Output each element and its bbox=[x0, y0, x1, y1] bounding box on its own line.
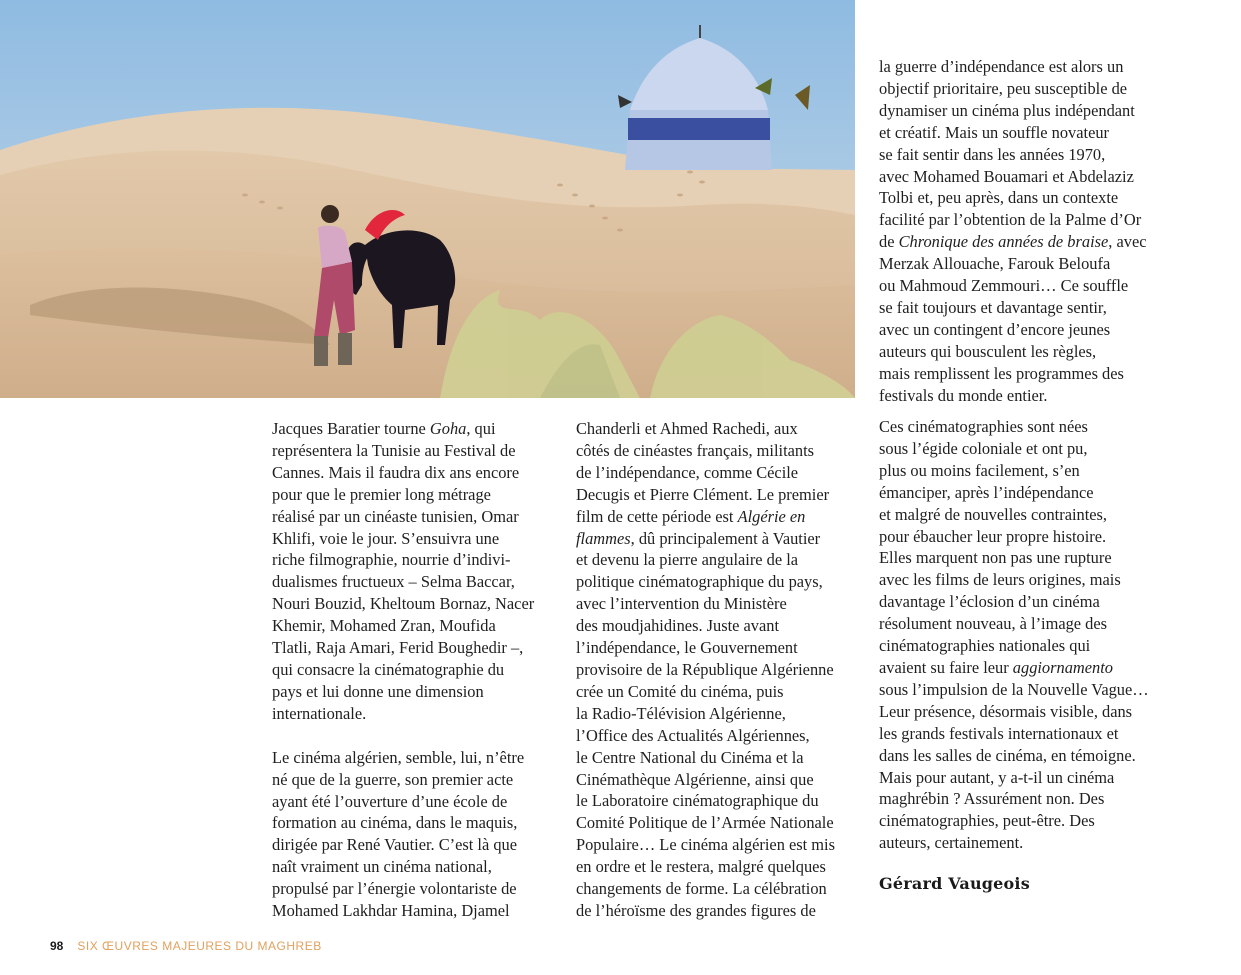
text-line: Tlatli, Raja Amari, Ferid Boughedir –, bbox=[272, 638, 524, 658]
text-line: se fait sentir dans les années 1970, bbox=[879, 144, 1106, 164]
text-line: plus ou moins facilement, s’en bbox=[879, 460, 1080, 480]
text-line: cinématographies, peut-être. Des bbox=[879, 811, 1095, 831]
text-line: des moudjahidines. Juste avant bbox=[576, 616, 780, 636]
film-title: aggiornamento bbox=[1012, 657, 1113, 677]
text-line: la Radio-Télévision Algérienne, bbox=[576, 703, 786, 723]
text-line: riche filmographie, nourrie d’indivi- bbox=[272, 550, 511, 570]
text-line: ou Mahmoud Zemmouri… Ce souffle bbox=[879, 276, 1129, 296]
text-line: dans les salles de cinéma, en témoigne. bbox=[879, 745, 1136, 765]
text-line: Chanderli et Ahmed Rachedi, aux bbox=[576, 419, 798, 438]
text-line: avec les films de leurs origines, mais bbox=[879, 570, 1121, 590]
text-line: Le cinéma algérien, semble, lui, n’être bbox=[272, 747, 525, 767]
text-line: de l’héroïsme des grandes figures de bbox=[576, 900, 816, 920]
text-line: film de cette période est Algérie en bbox=[576, 506, 806, 526]
body-column-2 bbox=[576, 418, 861, 922]
text-line: changements de forme. La célébration bbox=[576, 879, 827, 899]
text-line: et malgré de nouvelles contraintes, bbox=[879, 504, 1108, 524]
text-line: auteurs, certainement. bbox=[879, 833, 1024, 853]
text-line: Cannes. Mais il faudra dix ans encore bbox=[272, 462, 520, 482]
text-line: Elles marquent non pas une rupture bbox=[879, 548, 1112, 568]
text-line: la guerre d’indépendance est alors un bbox=[879, 57, 1124, 76]
text-line: flammes, dû principalement à Vautier bbox=[576, 528, 821, 548]
text-line: dirigée par René Vautier. C’est là que bbox=[272, 835, 518, 855]
text-line: Mohamed Lakhdar Hamina, Djamel bbox=[272, 901, 510, 921]
page-number: 98 bbox=[50, 939, 64, 953]
text-line: propulsé par l’énergie volontariste de bbox=[272, 879, 517, 899]
text-line: ayant été l’ouverture d’une école de bbox=[272, 791, 508, 811]
text-line: pour que le premier long métrage bbox=[272, 484, 491, 504]
text-line: Populaire… Le cinéma algérien est mis bbox=[576, 835, 835, 855]
text-line: dynamiser un cinéma plus indépendant bbox=[879, 100, 1135, 120]
text-line: émanciper, après l’indépendance bbox=[879, 482, 1094, 502]
text-line: Khemir, Mohamed Zran, Moufida bbox=[272, 616, 496, 636]
paragraph bbox=[576, 418, 861, 922]
paragraph bbox=[272, 418, 557, 725]
text-line: Leur présence, désormais visible, dans bbox=[879, 701, 1133, 721]
text-line: festivals du monde entier. bbox=[879, 385, 1048, 405]
text-line: objectif prioritaire, peu susceptible de bbox=[879, 78, 1128, 98]
running-title: SIX ŒUVRES MAJEURES DU MAGHREB bbox=[77, 939, 322, 953]
paragraph bbox=[879, 56, 1179, 407]
text-line: avec un contingent d’encore jeunes bbox=[879, 319, 1111, 339]
text-line: représentera la Tunisie au Festival de bbox=[272, 440, 516, 460]
film-title: Algérie en bbox=[737, 506, 806, 526]
text-line: provisoire de la République Algérienne bbox=[576, 659, 834, 679]
text-line: Nouri Bouzid, Kheltoum Bornaz, Nacer bbox=[272, 594, 535, 614]
text-line: Decugis et Pierre Clément. Le premier bbox=[576, 484, 830, 504]
text-line: Comité Politique de l’Armée Nationale bbox=[576, 813, 834, 833]
text-line: qui consacre la cinématographie du bbox=[272, 659, 505, 679]
text-line: le Centre National du Cinéma et la bbox=[576, 747, 804, 767]
text-line: crée un Comité du cinéma, puis bbox=[576, 681, 784, 701]
text-line: Mais pour autant, y a-t-il un cinéma bbox=[879, 767, 1115, 787]
text-line: de l’indépendance, comme Cécile bbox=[576, 462, 799, 482]
text-line: né que de la guerre, son premier acte bbox=[272, 769, 514, 789]
paragraph bbox=[879, 416, 1179, 854]
text-line: Khlifi, voie le jour. S’ensuivra une bbox=[272, 528, 500, 548]
text-line: le Laboratoire cinématographique du bbox=[576, 791, 819, 811]
film-title: flammes bbox=[576, 528, 631, 548]
paragraph bbox=[272, 747, 557, 922]
text-line: résolument nouveau, à l’image des bbox=[879, 614, 1108, 634]
text-line: avec Mohamed Bouamari et Abdelaziz bbox=[879, 166, 1134, 186]
body-column-4 bbox=[879, 416, 1179, 854]
text-line: côtés de cinéastes français, militants bbox=[576, 440, 815, 460]
author-signature: Gérard Vaugeois bbox=[879, 874, 1030, 893]
text-line: avaient su faire leur aggiornamento bbox=[879, 657, 1113, 677]
text-line: réalisé par un cinéaste tunisien, Omar bbox=[272, 506, 519, 526]
text-line: Jacques Baratier tourne Goha, qui bbox=[272, 419, 496, 438]
text-line: sous l’impulsion de la Nouvelle Vague… bbox=[879, 679, 1149, 699]
text-line: mais remplissent les programmes des bbox=[879, 363, 1124, 383]
text-line: auteurs qui bousculent les règles, bbox=[879, 341, 1097, 361]
text-line: l’indépendance, le Gouvernement bbox=[576, 638, 798, 658]
text-line: cinématographies nationales qui bbox=[879, 636, 1091, 656]
body-column-1 bbox=[272, 418, 557, 922]
text-line: Cinémathèque Algérienne, ainsi que bbox=[576, 769, 814, 789]
text-line: facilité par l’obtention de la Palme d’Or bbox=[879, 210, 1142, 230]
text-line: davantage l’éclosion d’un cinéma bbox=[879, 592, 1100, 612]
text-line: Ces cinématographies sont nées bbox=[879, 417, 1088, 436]
text-line: se fait toujours et davantage sentir, bbox=[879, 297, 1107, 317]
body-column-3 bbox=[879, 56, 1179, 407]
text-line: pays et lui donne une dimension bbox=[272, 681, 484, 701]
text-line: et devenu la pierre angulaire de la bbox=[576, 550, 799, 570]
text-line: dualismes fructueux – Selma Baccar, bbox=[272, 572, 515, 592]
text-line: formation au cinéma, dans le maquis, bbox=[272, 813, 518, 833]
text-line: l’Office des Actualités Algériennes, bbox=[576, 725, 810, 745]
text-line: pour ébaucher leur propre histoire. bbox=[879, 526, 1107, 546]
film-title: Goha bbox=[429, 419, 467, 438]
text-line: politique cinématographique du pays, bbox=[576, 572, 823, 592]
desert-photo bbox=[0, 0, 855, 398]
text-line: sous l’égide coloniale et ont pu, bbox=[879, 438, 1088, 458]
text-line: naît vraiment un cinéma national, bbox=[272, 857, 492, 877]
film-title: Chronique des années de braise bbox=[898, 232, 1109, 252]
text-line: et créatif. Mais un souffle novateur bbox=[879, 122, 1109, 142]
text-line: en ordre et le restera, malgré quelques bbox=[576, 857, 826, 877]
text-line: Merzak Allouache, Farouk Beloufa bbox=[879, 254, 1111, 274]
page-footer bbox=[50, 937, 322, 955]
text-line: internationale. bbox=[272, 703, 367, 723]
text-line: avec l’intervention du Ministère bbox=[576, 594, 787, 614]
text-line: Tolbi et, peu après, dans un contexte bbox=[879, 188, 1119, 208]
text-line: maghrébin ? Assurément non. Des bbox=[879, 789, 1105, 809]
text-line: de Chronique des années de braise, avec bbox=[879, 232, 1147, 252]
text-line: les grands festivals internationaux et bbox=[879, 723, 1119, 743]
